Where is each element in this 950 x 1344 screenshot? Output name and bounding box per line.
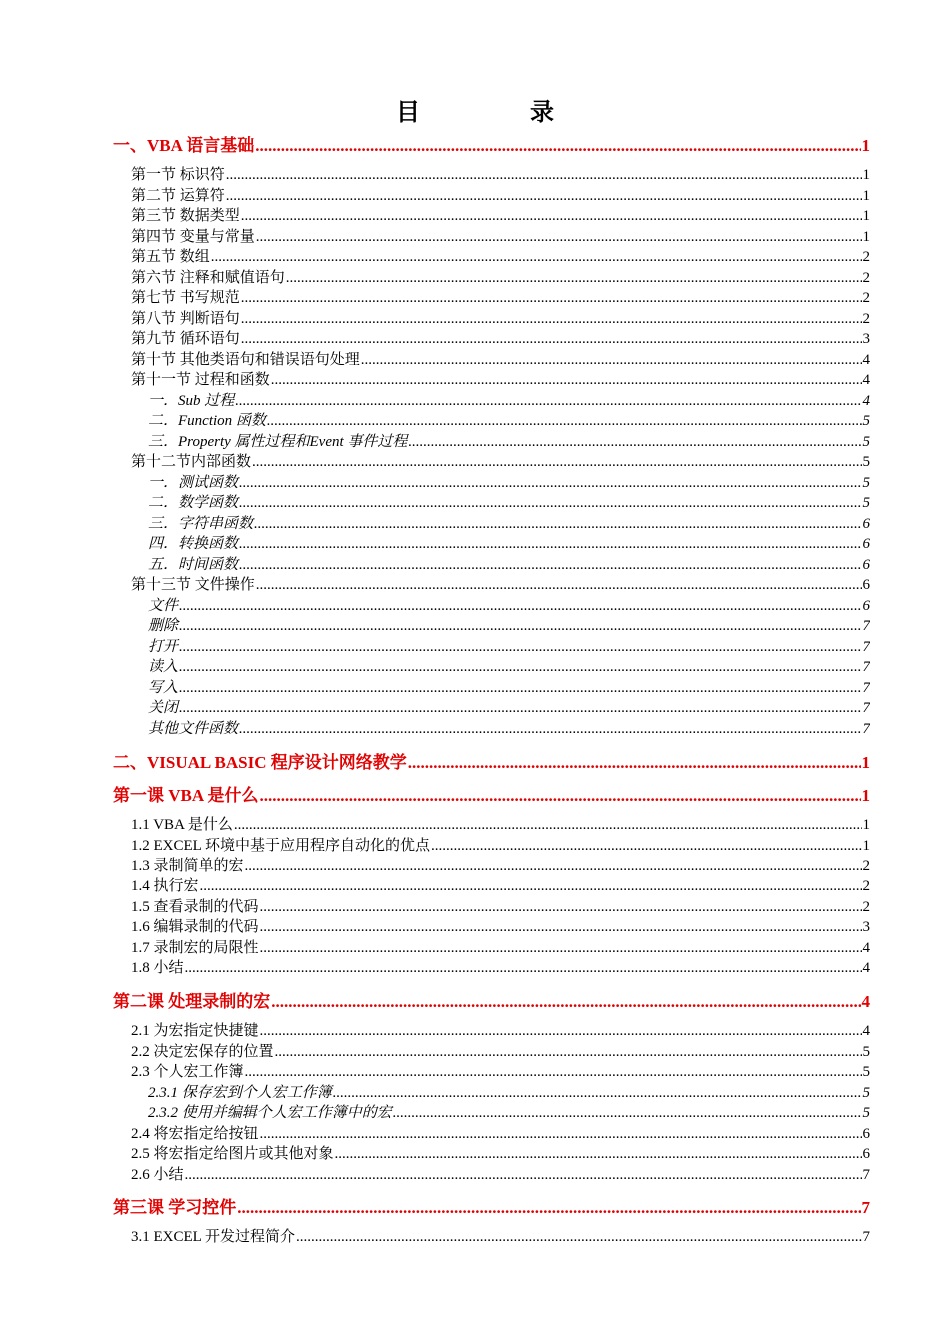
toc-entry-title: 第六节 注释和赋值语句: [131, 270, 285, 286]
title-char-left: 目: [396, 100, 420, 126]
toc-dot-leader: [271, 992, 860, 1012]
toc-chapter-entry[interactable]: [113, 131, 870, 156]
toc-page-number: 1: [861, 136, 870, 155]
toc-subsection-entry[interactable]: [148, 614, 870, 635]
toc-dot-leader: [260, 1126, 862, 1143]
toc-page-number: 6: [862, 1146, 870, 1162]
toc-subsection-entry[interactable]: [148, 594, 870, 615]
toc-page-number: 1: [862, 167, 870, 183]
toc-entry-title: 四．转换函数: [148, 536, 239, 552]
toc-dot-leader: [286, 270, 862, 287]
toc-entry-title: 第十二节内部函数: [131, 454, 252, 470]
toc-entry-title: 读入: [148, 659, 179, 675]
toc-subsection-entry[interactable]: [148, 389, 870, 410]
toc-page-number: 3: [862, 331, 870, 347]
toc-dot-leader: [361, 352, 862, 369]
toc-entry-title: 文件: [148, 598, 179, 614]
toc-page-number: 7: [862, 1229, 870, 1245]
toc-section-entry[interactable]: [131, 286, 870, 307]
toc-subsection-entry[interactable]: [148, 512, 870, 533]
toc-section-entry[interactable]: [131, 1163, 870, 1184]
toc-dot-leader: [260, 899, 862, 916]
toc-entry-title: 二．Function 函数: [148, 413, 266, 429]
toc-chapter-entry[interactable]: [113, 748, 870, 773]
toc-chapter-entry[interactable]: [113, 1193, 870, 1218]
toc-dot-leader: [241, 311, 862, 328]
toc-page-number: 4: [862, 1023, 870, 1039]
toc-page-number: 1: [862, 208, 870, 224]
toc-dot-leader: [275, 1044, 862, 1061]
toc-entry-title: 第三节 数据类型: [131, 208, 240, 224]
toc-page-number: 1: [862, 817, 870, 833]
toc-entry-title: 1.7 录制宏的局限性: [131, 940, 259, 956]
toc-entry-title: 1.1 VBA 是什么: [131, 817, 233, 833]
toc-section-entry[interactable]: [131, 936, 870, 957]
toc-section-entry[interactable]: [131, 163, 870, 184]
toc-dot-leader: [260, 1023, 862, 1040]
toc-dot-leader: [200, 878, 862, 895]
toc-page-number: 4: [862, 352, 870, 368]
toc-page-number: 5: [862, 495, 870, 511]
toc-page-number: 6: [862, 536, 870, 552]
toc-entry-title: 一．测试函数: [148, 475, 239, 491]
toc-dot-leader: [235, 393, 861, 410]
toc-page-number: 4: [862, 372, 870, 388]
toc-dot-leader: [260, 940, 862, 957]
toc-page-number: 5: [862, 1064, 870, 1080]
toc-dot-leader: [179, 659, 861, 676]
toc-dot-leader: [245, 1064, 862, 1081]
toc-dot-leader: [179, 598, 861, 615]
toc-entry-title: 删除: [148, 618, 179, 634]
toc-page-number: 4: [861, 992, 870, 1011]
toc-entry-title: 三．字符串函数: [148, 516, 254, 532]
toc-dot-leader: [185, 1167, 862, 1184]
toc-section-entry[interactable]: [131, 1060, 870, 1081]
toc-page-number: 1: [862, 188, 870, 204]
toc-section-entry[interactable]: [131, 307, 870, 328]
toc-entry-title: 第十节 其他类语句和错误语句处理: [131, 352, 360, 368]
toc-dot-leader: [226, 188, 862, 205]
toc-dot-leader: [239, 721, 861, 738]
toc-dot-leader: [241, 331, 862, 348]
toc-entry-title: 二．数学函数: [148, 495, 239, 511]
toc-dot-leader: [408, 434, 861, 451]
toc-page-number: 7: [862, 618, 870, 634]
toc-page-number: 2: [862, 858, 870, 874]
toc-entry-title: 2.3.1 保存宏到个人宏工作簿: [148, 1085, 332, 1101]
toc-dot-leader: [333, 1085, 862, 1102]
toc-section-entry[interactable]: [131, 204, 870, 225]
page-title: [0, 92, 950, 127]
toc-subsection-entry[interactable]: [148, 430, 870, 451]
toc-dot-leader: [179, 700, 861, 717]
toc-entry-title: 打开: [148, 639, 179, 655]
toc-dot-leader: [179, 618, 861, 635]
toc-subsection-entry[interactable]: [148, 717, 870, 738]
toc-dot-leader: [237, 1198, 860, 1218]
toc-entry-title: 第八节 判断语句: [131, 311, 240, 327]
toc-page-number: 5: [862, 454, 870, 470]
toc-page-number: 4: [862, 940, 870, 956]
toc-page-number: 7: [862, 659, 870, 675]
toc-page-number: 1: [862, 838, 870, 854]
toc-entry-title: 1.2 EXCEL 环境中基于应用程序自动化的优点: [131, 838, 431, 854]
toc-dot-leader: [179, 680, 861, 697]
toc-page-number: 2: [862, 290, 870, 306]
toc-page-number: 2: [862, 311, 870, 327]
toc-section-entry[interactable]: [131, 573, 870, 594]
toc-entry-title: 一．Sub 过程: [148, 393, 235, 409]
toc-dot-leader: [245, 858, 862, 875]
toc-entry-title: 第一节 标识符: [131, 167, 225, 183]
toc-entry-title: 第四节 变量与常量: [131, 229, 255, 245]
toc-entry-title: 第三课 学习控件: [113, 1198, 237, 1217]
toc-chapter-entry[interactable]: [113, 987, 870, 1012]
toc-page-number: 6: [862, 1126, 870, 1142]
toc-page-number: 5: [862, 475, 870, 491]
toc-section-entry[interactable]: [131, 915, 870, 936]
toc-page-number: 5: [862, 434, 870, 450]
toc-entry-title: 2.2 决定宏保存的位置: [131, 1044, 274, 1060]
toc-entry-title: 2.4 将宏指定给按钮: [131, 1126, 259, 1142]
toc-entry-title: 1.4 执行宏: [131, 878, 199, 894]
toc-entry-title: 第二节 运算符: [131, 188, 225, 204]
toc-page-number: 7: [862, 639, 870, 655]
toc-page-number: 6: [862, 577, 870, 593]
toc-section-entry[interactable]: [131, 1019, 870, 1040]
toc-dot-leader: [239, 557, 861, 574]
toc-page-number: 2: [862, 270, 870, 286]
toc-section-entry[interactable]: [131, 834, 870, 855]
toc-dot-leader: [259, 786, 860, 806]
toc-page-number: 7: [862, 721, 870, 737]
toc-entry-title: 1.8 小结: [131, 960, 184, 976]
title-char-right: 录: [530, 100, 554, 126]
toc-subsection-entry[interactable]: [148, 491, 870, 512]
toc-entry-title: 1.5 查看录制的代码: [131, 899, 259, 915]
toc-dot-leader: [256, 577, 862, 594]
toc-page-number: 5: [862, 1085, 870, 1101]
toc-section-entry[interactable]: [131, 327, 870, 348]
toc-page-number: 4: [862, 393, 870, 409]
toc-page-number: 6: [862, 516, 870, 532]
toc-entry-title: 其他文件函数: [148, 721, 239, 737]
toc-section-entry[interactable]: [131, 348, 870, 369]
toc-section-entry[interactable]: [131, 1225, 870, 1246]
toc-subsection-entry[interactable]: [148, 409, 870, 430]
toc-entry-title: 第七节 书写规范: [131, 290, 240, 306]
toc-entry-title: 三．Property 属性过程和Event 事件过程: [148, 434, 408, 450]
toc-entry-title: 2.3.2 使用并编辑个人宏工作簿中的宏: [148, 1105, 392, 1121]
toc-section-entry[interactable]: [131, 225, 870, 246]
toc-page-number: 2: [862, 899, 870, 915]
toc-entry-title: 五．时间函数: [148, 557, 239, 573]
toc-entry-title: 关闭: [148, 700, 179, 716]
toc-dot-leader: [211, 249, 862, 266]
toc-entry-title: 第一课 VBA 是什么: [113, 786, 259, 805]
toc-subsection-entry[interactable]: [148, 635, 870, 656]
toc-dot-leader: [226, 167, 862, 184]
toc-entry-title: 1.3 录制简单的宏: [131, 858, 244, 874]
toc-dot-leader: [239, 475, 861, 492]
toc-page-number: 6: [862, 557, 870, 573]
toc-page-number: 1: [861, 786, 870, 805]
toc-subsection-entry[interactable]: [148, 1081, 870, 1102]
toc-section-entry[interactable]: [131, 895, 870, 916]
toc-entry-title: 第十一节 过程和函数: [131, 372, 270, 388]
toc-subsection-entry[interactable]: [148, 532, 870, 553]
toc-dot-leader: [393, 1105, 862, 1122]
toc-dot-leader: [241, 290, 862, 307]
toc-page-number: 5: [862, 1105, 870, 1121]
toc-dot-leader: [267, 413, 862, 430]
toc-dot-leader: [260, 919, 862, 936]
toc-entry-title: 一、VBA 语言基础: [113, 136, 255, 155]
toc-entry-title: 2.1 为宏指定快捷键: [131, 1023, 259, 1039]
toc-dot-leader: [255, 136, 860, 156]
toc-page-number: 1: [862, 229, 870, 245]
toc-subsection-entry[interactable]: [148, 696, 870, 717]
toc-dot-leader: [234, 817, 862, 834]
toc-entry-title: 第九节 循环语句: [131, 331, 240, 347]
toc-page-number: 3: [862, 919, 870, 935]
toc-section-entry[interactable]: [131, 1040, 870, 1061]
toc-dot-leader: [408, 753, 861, 773]
toc-section-entry[interactable]: [131, 184, 870, 205]
toc-entry-title: 二、VISUAL BASIC 程序设计网络教学: [113, 753, 407, 772]
toc-page-number: 5: [862, 1044, 870, 1060]
toc-page-number: 6: [862, 598, 870, 614]
toc-dot-leader: [431, 838, 861, 855]
toc-section-entry[interactable]: [131, 450, 870, 471]
toc-dot-leader: [239, 495, 861, 512]
toc-dot-leader: [239, 536, 861, 553]
toc-section-entry[interactable]: [131, 1142, 870, 1163]
toc-page-number: 2: [862, 878, 870, 894]
toc-entry-title: 2.6 小结: [131, 1167, 184, 1183]
toc-subsection-entry[interactable]: [148, 676, 870, 697]
toc-section-entry[interactable]: [131, 874, 870, 895]
toc-entry-title: 第五节 数组: [131, 249, 210, 265]
toc-entry-title: 第十三节 文件操作: [131, 577, 255, 593]
toc-section-entry[interactable]: [131, 1122, 870, 1143]
toc-subsection-entry[interactable]: [148, 655, 870, 676]
toc-dot-leader: [254, 516, 861, 533]
toc-page-number: 7: [861, 1198, 870, 1217]
toc-page-number: 7: [862, 680, 870, 696]
toc-dot-leader: [185, 960, 862, 977]
toc-dot-leader: [241, 208, 862, 225]
toc-page-number: 4: [862, 960, 870, 976]
toc-page-number: 7: [862, 1167, 870, 1183]
toc-section-entry[interactable]: [131, 854, 870, 875]
toc-entry-title: 2.5 将宏指定给图片或其他对象: [131, 1146, 334, 1162]
toc-page-number: 7: [862, 700, 870, 716]
toc-entry-title: 3.1 EXCEL 开发过程简介: [131, 1229, 296, 1245]
toc-section-entry[interactable]: [131, 956, 870, 977]
toc-section-entry[interactable]: [131, 266, 870, 287]
toc-dot-leader: [179, 639, 861, 656]
toc-page-number: 5: [862, 413, 870, 429]
toc-section-entry[interactable]: [131, 245, 870, 266]
toc-subsection-entry[interactable]: [148, 471, 870, 492]
toc-section-entry[interactable]: [131, 368, 870, 389]
toc-subsection-entry[interactable]: [148, 553, 870, 574]
toc-dot-leader: [252, 454, 861, 471]
toc-dot-leader: [256, 229, 862, 246]
toc-subsection-entry[interactable]: [148, 1101, 870, 1122]
toc-entry-title: 1.6 编辑录制的代码: [131, 919, 259, 935]
toc-entry-title: 第二课 处理录制的宏: [113, 992, 271, 1011]
toc-entry-title: 写入: [148, 680, 179, 696]
toc-section-entry[interactable]: [131, 813, 870, 834]
toc-dot-leader: [296, 1229, 861, 1246]
toc-dot-leader: [335, 1146, 862, 1163]
toc-chapter-entry[interactable]: [113, 781, 870, 806]
toc-entry-title: 2.3 个人宏工作簿: [131, 1064, 244, 1080]
toc-dot-leader: [271, 372, 862, 389]
toc-page-number: 1: [861, 753, 870, 772]
toc-page-number: 2: [862, 249, 870, 265]
